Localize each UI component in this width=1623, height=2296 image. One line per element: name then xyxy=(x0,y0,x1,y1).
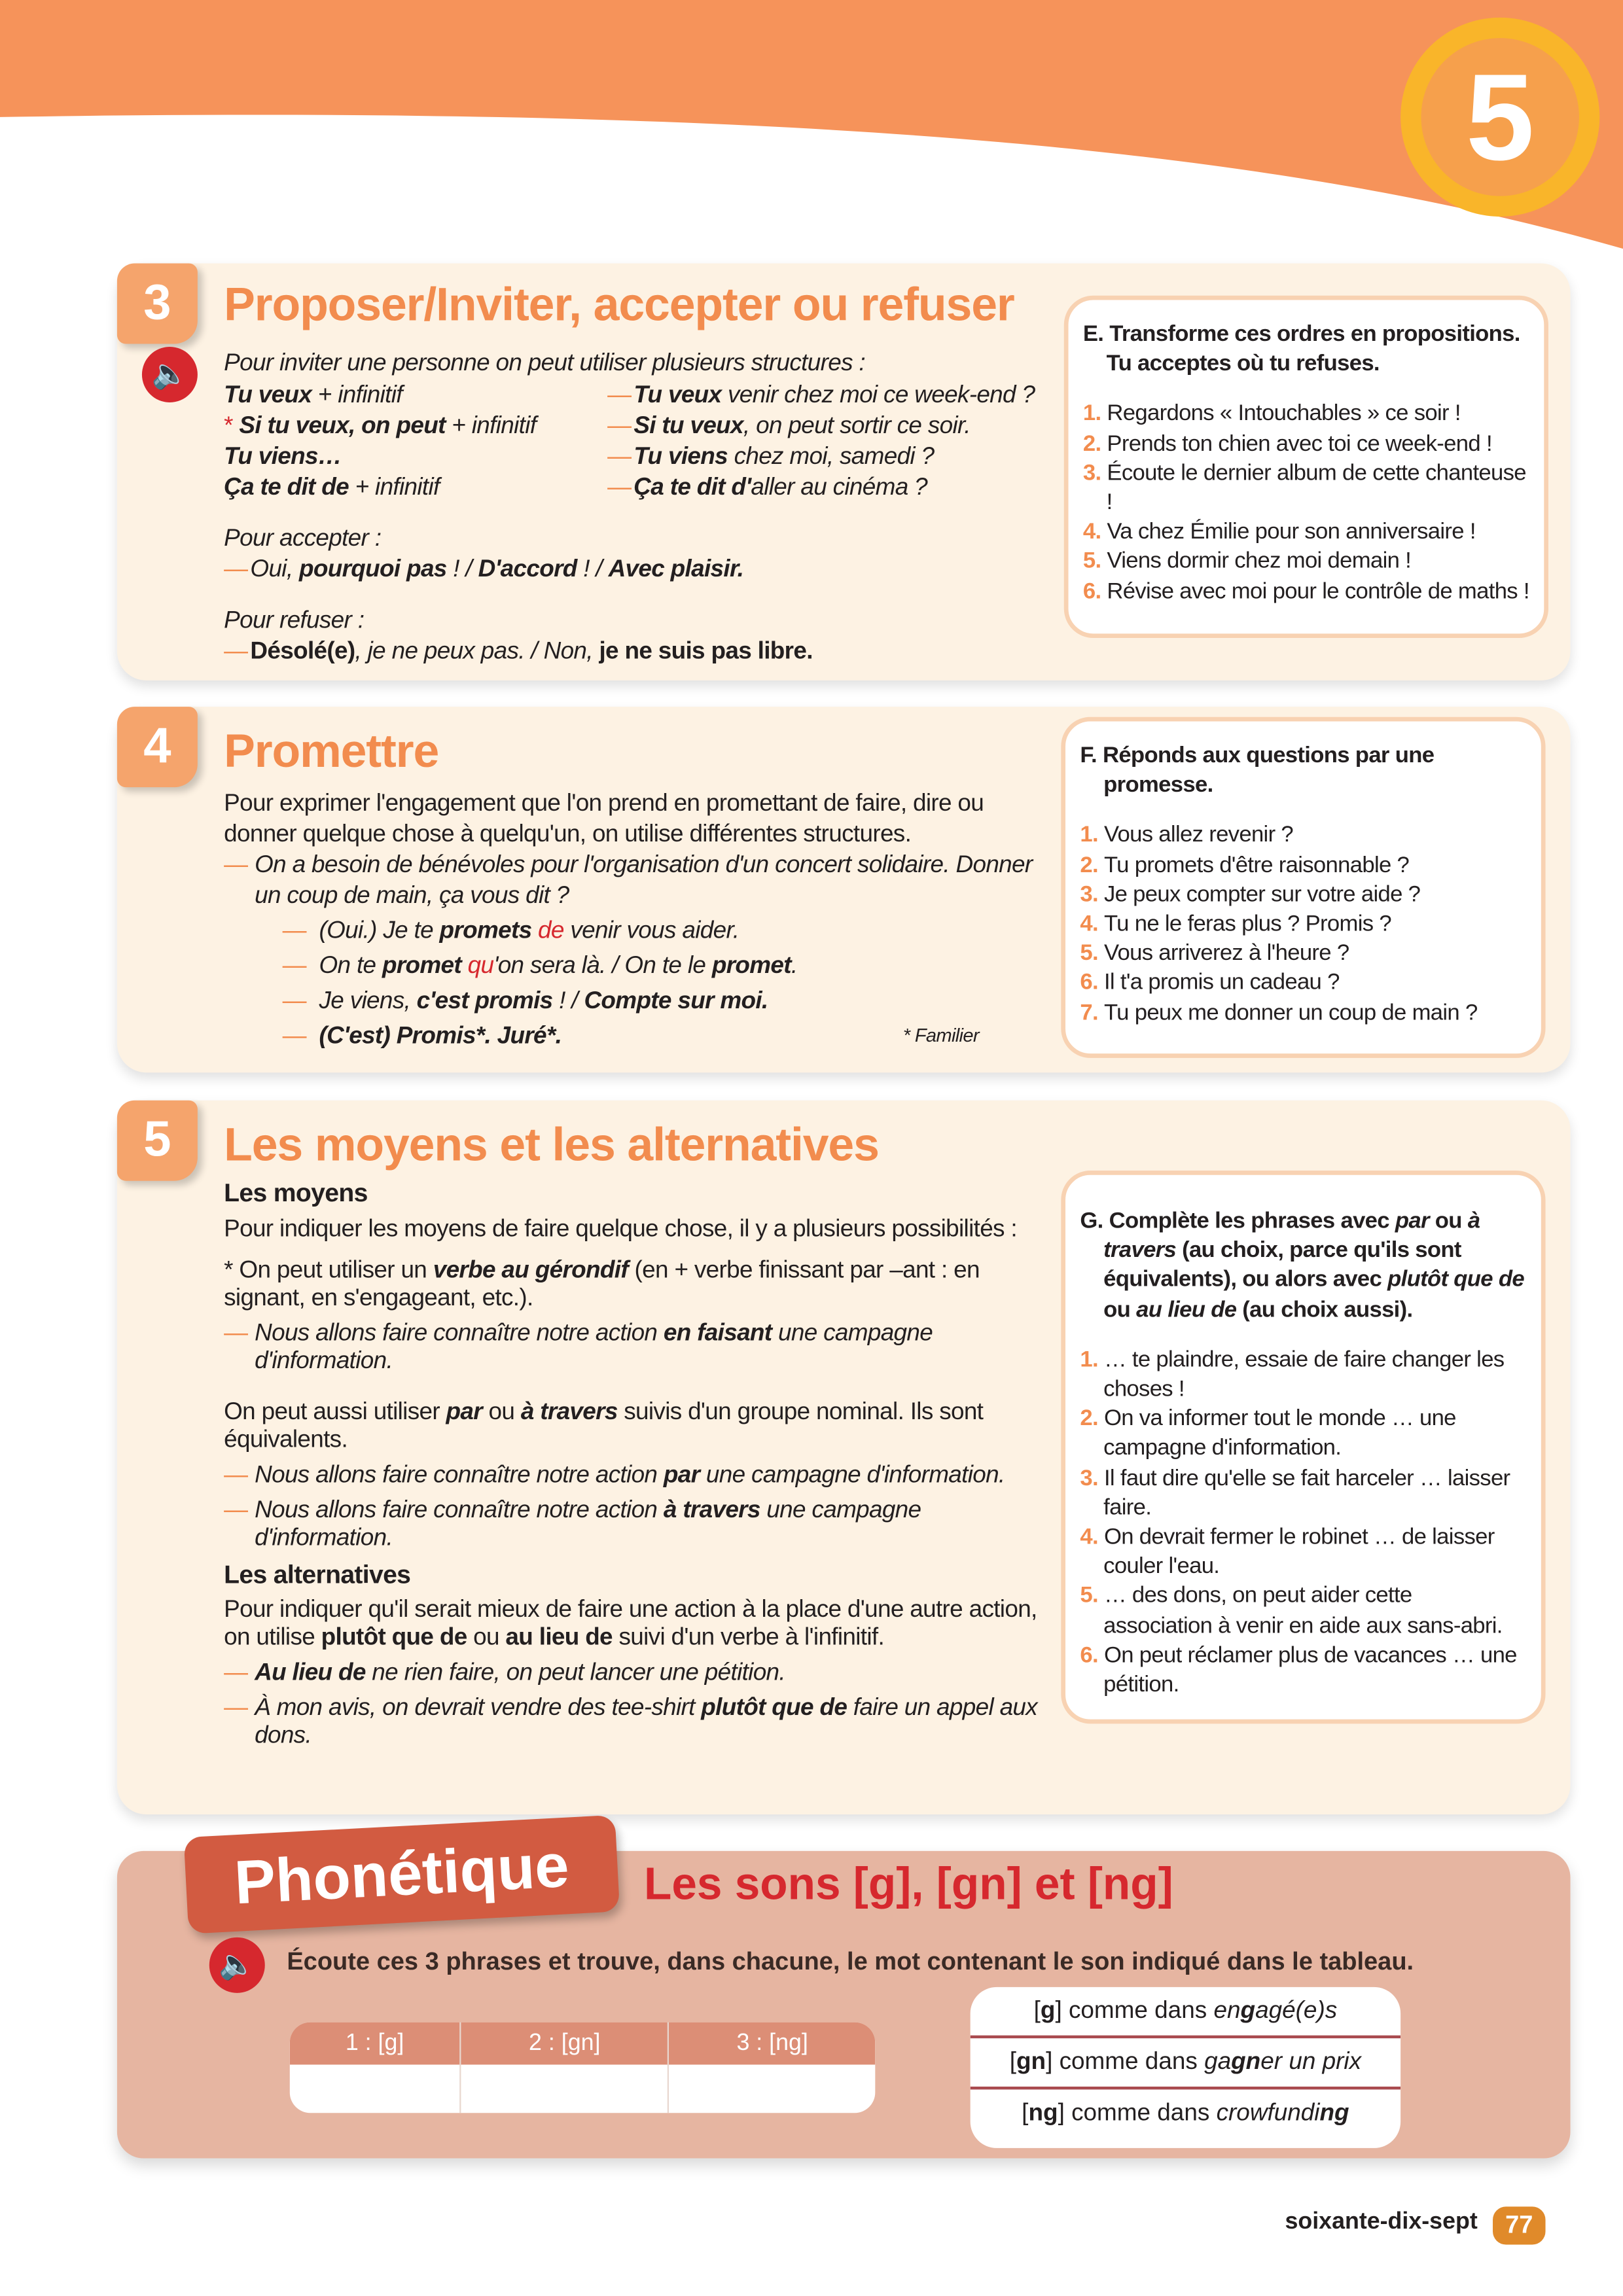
text-run: Si tu veux xyxy=(633,412,743,439)
item-text: On va informer tout le monde … une campagne d'information. xyxy=(1103,1406,1456,1461)
chapter-number: 5 xyxy=(1421,38,1579,196)
text-run: Tu viens… xyxy=(224,443,342,470)
section-number: 4 xyxy=(117,707,198,787)
item-number: 5. xyxy=(1080,1583,1104,1609)
section-title: Proposer/Inviter, accepter ou refuser xyxy=(224,277,1014,331)
text-run: par xyxy=(663,1462,700,1489)
footnote: * Familier xyxy=(902,1024,979,1046)
text-run: + infinitif xyxy=(349,474,440,501)
exercise-item xyxy=(1080,940,1526,969)
text-run: , je ne peux pas. / Non, xyxy=(355,638,599,665)
section-number: 3 xyxy=(117,264,198,344)
example-question: — On a besoin de bénévoles pour l'organisation d'un concert solidaire. Donner un coup de main, ça vous dit ? xyxy=(224,850,1043,911)
text-run: Tu veux xyxy=(633,381,722,408)
item-text: Tu peux me donner un coup de main ? xyxy=(1103,1000,1478,1025)
column-header: 3 : [ng] xyxy=(669,2022,875,2065)
item-text: Va chez Émilie pour son anniversaire ! xyxy=(1107,520,1476,545)
text-run: de xyxy=(531,917,564,944)
item-text: Prends ton chien avec toi ce week-end ! xyxy=(1107,431,1492,456)
text-run: (au choix aussi). xyxy=(1236,1297,1413,1322)
subheading-alternatives: Les alternatives xyxy=(224,1559,411,1589)
text-run: (en + verbe finissant par –ant : en signant, en s'engageant, etc.). xyxy=(224,1256,980,1311)
text-run: g xyxy=(1040,1997,1056,2024)
column-header: 1 : [g] xyxy=(290,2022,461,2065)
text-run: faire un appel aux dons. xyxy=(255,1694,1038,1749)
text-run: par xyxy=(446,1398,482,1426)
item-text: Tu ne le feras plus ? Promis ? xyxy=(1103,911,1391,937)
accept-line xyxy=(224,555,743,586)
text-run: à travers xyxy=(663,1496,760,1523)
item-number: 1. xyxy=(1082,401,1107,427)
text-run: ou xyxy=(467,1624,506,1651)
structure-row xyxy=(224,442,1102,472)
exercise-heading xyxy=(1080,1207,1526,1326)
refuse-label: Pour refuser : xyxy=(224,607,365,634)
structure-row xyxy=(224,380,1102,411)
exercise-g xyxy=(1061,1171,1545,1723)
text-run: On peut aussi utiliser xyxy=(224,1398,446,1426)
text-run: gn xyxy=(1016,2048,1046,2075)
text-run: venir chez moi ce week-end ? xyxy=(721,381,1035,408)
text-run: Si tu veux, on peut xyxy=(239,412,446,439)
page-number-words: soixante-dix-sept xyxy=(1285,2209,1478,2234)
text-run: G. Complète les phrases avec xyxy=(1080,1209,1395,1234)
audio-speaker-icon[interactable]: 🔈 xyxy=(209,1937,265,1993)
text-run: [ xyxy=(1022,2100,1029,2127)
text-run: au lieu de xyxy=(505,1624,613,1651)
chapter-badge xyxy=(1400,18,1599,217)
text-run: promet xyxy=(711,952,791,980)
item-text: Révise avec moi pour le contrôle de maths ! xyxy=(1107,578,1529,604)
exercise-item xyxy=(1080,969,1526,998)
exercise-item xyxy=(1083,459,1529,518)
exercise-heading: E. Transforme ces ordres en propositions. Tu acceptes où tu refuses. xyxy=(1082,321,1520,377)
text-run: g xyxy=(1240,1997,1256,2024)
item-number: 4. xyxy=(1080,911,1104,937)
exercise-item xyxy=(1080,1464,1526,1523)
text-run: 'on sera là. / On te le xyxy=(493,952,712,980)
answer-cell[interactable] xyxy=(461,2064,669,2113)
item-number: 3. xyxy=(1082,461,1107,486)
text-run: (Oui.) Je te xyxy=(319,917,440,944)
promise-answer xyxy=(283,983,1014,1019)
exercise-item xyxy=(1083,400,1529,429)
exercise-item xyxy=(1083,430,1529,459)
exercise-item xyxy=(1083,518,1529,548)
text-run: plutôt que de xyxy=(1387,1267,1525,1293)
text-run: à travers xyxy=(1103,1209,1480,1263)
structures-list xyxy=(224,380,1102,503)
promise-answer xyxy=(283,913,1014,948)
section-number: 5 xyxy=(117,1101,198,1181)
text-run: promet xyxy=(382,952,462,980)
item-text: On peut réclamer plus de vacances … une pétition. xyxy=(1103,1643,1517,1698)
text-run: * On peut utiliser un xyxy=(224,1256,433,1284)
text-run: en xyxy=(1213,1997,1241,2024)
text-run: Compte sur moi. xyxy=(584,987,768,1014)
text-run: ng xyxy=(1319,2100,1349,2127)
text-run: par xyxy=(1395,1209,1429,1234)
text-run: Pour indiquer qu'il serait mieux de faire une action à la place d'une autre action, on utilise xyxy=(224,1596,1037,1651)
exercise-item xyxy=(1083,548,1529,577)
exercise-item xyxy=(1080,1582,1526,1641)
text-run: [ xyxy=(1033,1997,1041,2024)
phonetique-title: Les sons [g], [gn] et [ng] xyxy=(643,1858,1173,1910)
text-run: Au lieu de xyxy=(255,1659,366,1686)
item-text: Écoute le dernier album de cette chanteuse ! xyxy=(1106,461,1526,516)
text-run: ! / xyxy=(552,987,584,1014)
text-run: je ne suis pas libre. xyxy=(599,638,813,665)
text-run: gn xyxy=(1231,2048,1261,2075)
item-text: Vous arriverez à l'heure ? xyxy=(1103,941,1349,966)
text-run: ou xyxy=(482,1398,521,1426)
promise-answer xyxy=(283,948,1014,983)
page-number-badge: 77 xyxy=(1493,2206,1546,2244)
phonetique-instruction: Écoute ces 3 phrases et trouve, dans chacune, le mot contenant le son indiqué dans le tableau. xyxy=(287,1947,1414,1976)
item-number: 2. xyxy=(1080,1406,1104,1432)
exercise-item xyxy=(1080,881,1526,910)
text-run: * xyxy=(224,412,240,439)
exercise-item xyxy=(1080,910,1526,940)
text-run: venir vous aider. xyxy=(563,917,740,944)
sound-reference xyxy=(971,1987,1400,2038)
item-number: 4. xyxy=(1080,1525,1104,1550)
item-number: 2. xyxy=(1080,852,1104,877)
text-run: Oui, xyxy=(250,556,300,583)
item-text: … des dons, on peut aider cette association à venir en aide aux sans-abri. xyxy=(1103,1583,1503,1638)
text-run: Nous allons faire connaître notre action xyxy=(255,1320,664,1347)
text-run: [ xyxy=(1009,2048,1016,2075)
text-run: + infinitif xyxy=(445,412,537,439)
structure-row xyxy=(224,411,1102,442)
text-run: . xyxy=(791,952,798,980)
text-run: une campagne d'information. xyxy=(255,1320,933,1374)
answer-cell[interactable] xyxy=(669,2064,875,2113)
text-run: Ça te dit d' xyxy=(633,474,751,501)
text-run: Tu viens xyxy=(633,443,728,470)
text-run: une campagne d'information. xyxy=(255,1496,921,1551)
section-title: Promettre xyxy=(224,724,439,777)
text-run: agé(e)s xyxy=(1255,1997,1338,2024)
sound-reference-box xyxy=(971,1987,1400,2148)
text-run: ] comme dans xyxy=(1055,1997,1214,2024)
answer-cell[interactable] xyxy=(290,2064,461,2113)
text-run: suivi d'un verbe à l'infinitif. xyxy=(612,1624,885,1651)
item-text: Regardons « Intouchables » ce soir ! xyxy=(1107,401,1461,427)
item-number: 6. xyxy=(1082,578,1107,604)
text-run: en faisant xyxy=(663,1320,772,1347)
exercise-f xyxy=(1061,717,1545,1058)
text-run: ne rien faire, on peut lancer une pétition. xyxy=(365,1659,785,1686)
intro-text: Pour exprimer l'engagement que l'on prend en promettant de faire, dire ou donner quelque chose à quelqu'un, on utilise différentes structures. xyxy=(224,790,984,847)
text-run: + infinitif xyxy=(312,381,402,408)
header-wave xyxy=(0,0,1623,264)
sounds-answer-table xyxy=(290,2022,876,2113)
exercise-item xyxy=(1080,1346,1526,1405)
exercise-heading: F. Réponds aux questions par une promesse. xyxy=(1080,743,1435,798)
text-run: à travers xyxy=(520,1398,618,1426)
text-run: suivis d'un groupe nominal. Ils sont équivalents. xyxy=(224,1398,984,1453)
exercise-item xyxy=(1080,821,1526,851)
text-run: Nous allons faire connaître notre action xyxy=(255,1462,664,1489)
exercise-item xyxy=(1080,1523,1526,1582)
text-run: ! / xyxy=(577,556,609,583)
text-run: , on peut sortir ce soir. xyxy=(743,412,971,439)
item-number: 5. xyxy=(1080,941,1104,966)
item-number: 1. xyxy=(1080,822,1104,848)
text-run: verbe au gérondif xyxy=(433,1256,628,1284)
item-text: Il faut dire qu'elle se fait harceler … laisser faire. xyxy=(1103,1465,1510,1521)
item-text: Je peux compter sur votre aide ? xyxy=(1103,882,1421,908)
text-run: aller au cinéma ? xyxy=(751,474,928,501)
text-run: chez moi, samedi ? xyxy=(728,443,935,470)
item-number: 5. xyxy=(1082,549,1107,574)
refuse-line xyxy=(224,637,813,667)
accept-label: Pour accepter : xyxy=(224,525,382,552)
text-run: ! / xyxy=(446,556,478,583)
text-run: plutôt que de xyxy=(701,1694,847,1721)
item-number: 7. xyxy=(1080,1000,1104,1025)
structure-row xyxy=(224,472,1102,503)
item-number: 1. xyxy=(1080,1347,1104,1373)
phonetique-tag: Phonétique xyxy=(184,1815,620,1934)
exercise-item xyxy=(1080,1642,1526,1701)
text-run: pourquoi pas xyxy=(299,556,447,583)
text-run: qu xyxy=(461,952,494,980)
text-run: (C'est) Promis*. Juré*. xyxy=(319,1023,562,1050)
text-run: ] comme dans xyxy=(1046,2048,1205,2075)
text-run: Désolé(e) xyxy=(250,638,355,665)
section-title: Les moyens et les alternatives xyxy=(224,1118,879,1171)
text-run: On te xyxy=(319,952,382,980)
text-run: ga xyxy=(1204,2048,1232,2075)
item-number: 3. xyxy=(1080,1465,1104,1491)
text-run: (au choix, parce qu'ils sont équivalents), ou alors avec xyxy=(1103,1238,1461,1293)
exercise-item xyxy=(1080,999,1526,1029)
item-text: Vous allez revenir ? xyxy=(1103,822,1294,848)
text-run: Je viens, xyxy=(319,987,417,1014)
item-text: Viens dormir chez moi demain ! xyxy=(1107,549,1412,574)
intro-text: Pour inviter une personne on peut utiliser plusieurs structures : xyxy=(224,349,866,376)
item-number: 4. xyxy=(1082,520,1107,545)
exercise-e xyxy=(1064,296,1548,638)
text-run: Ça te dit de xyxy=(224,474,349,501)
subheading-moyens: Les moyens xyxy=(224,1178,368,1207)
item-text: On devrait fermer le robinet … de laisser couler l'eau. xyxy=(1103,1525,1495,1580)
column-header: 2 : [gn] xyxy=(461,2022,669,2065)
item-number: 6. xyxy=(1080,970,1104,996)
section-body: Les moyens Pour indiquer les moyens de faire quelque chose, il y a plusieurs possibilités : * On peut utiliser un verbe au gérondif (en + verbe finissant par –ant : en signant, en s'engageant, etc.). — Nous allons faire connaître notre action en faisant une campagne d'information. On peut aussi utiliser par ou à travers suivis d'un groupe nominal. Ils sont équivalents. — Nous allons faire connaître notre action par une campagne d'information. — Nous allons faire connaître notre action à travers une campagne d'information. Les alternatives Pour indiquer qu'il serait mieux de faire une action à la place d'une autre action, on utilise plutôt que de ou au lieu de suivi d'un verbe à l'infinitif. — Au lieu de ne rien faire, on peut lancer une pétition. — À mon avis, on devrait vendre des tee-shirt plutôt que de faire un appel aux dons. xyxy=(224,1179,1055,1750)
item-text: Tu promets d'être raisonnable ? xyxy=(1103,852,1410,877)
item-text: Il t'a promis un cadeau ? xyxy=(1103,970,1340,996)
item-text: … te plaindre, essaie de faire changer les choses ! xyxy=(1103,1347,1505,1402)
text-run: ou xyxy=(1429,1209,1468,1234)
text-run: c'est promis xyxy=(416,987,553,1014)
text-run: une campagne d'information. xyxy=(700,1462,1005,1489)
text-run: crowfundi xyxy=(1216,2100,1320,2127)
text-run: D'accord xyxy=(478,556,577,583)
item-number: 2. xyxy=(1082,431,1107,456)
text-run: promets xyxy=(439,917,532,944)
text-run: Avec plaisir. xyxy=(608,556,744,583)
text-run: Tu veux xyxy=(224,381,312,408)
text-run: plutôt que de xyxy=(321,1624,467,1651)
text-run: er un prix xyxy=(1260,2048,1362,2075)
item-number: 3. xyxy=(1080,882,1104,908)
sound-reference xyxy=(971,2089,1400,2138)
text-run: au lieu de xyxy=(1136,1297,1237,1322)
exercise-item xyxy=(1080,1405,1526,1464)
audio-speaker-icon[interactable]: 🔈 xyxy=(142,347,198,402)
exercise-item xyxy=(1080,851,1526,881)
text-run: ng xyxy=(1028,2100,1058,2127)
text-run: ] comme dans xyxy=(1058,2100,1217,2127)
text-run: ou xyxy=(1103,1297,1137,1322)
sound-reference xyxy=(971,2038,1400,2089)
exercise-item xyxy=(1083,577,1529,607)
item-number: 6. xyxy=(1080,1643,1104,1669)
text-run: Nous allons faire connaître notre action xyxy=(255,1496,664,1523)
text-run: À mon avis, on devrait vendre des tee-shirt xyxy=(255,1694,702,1721)
